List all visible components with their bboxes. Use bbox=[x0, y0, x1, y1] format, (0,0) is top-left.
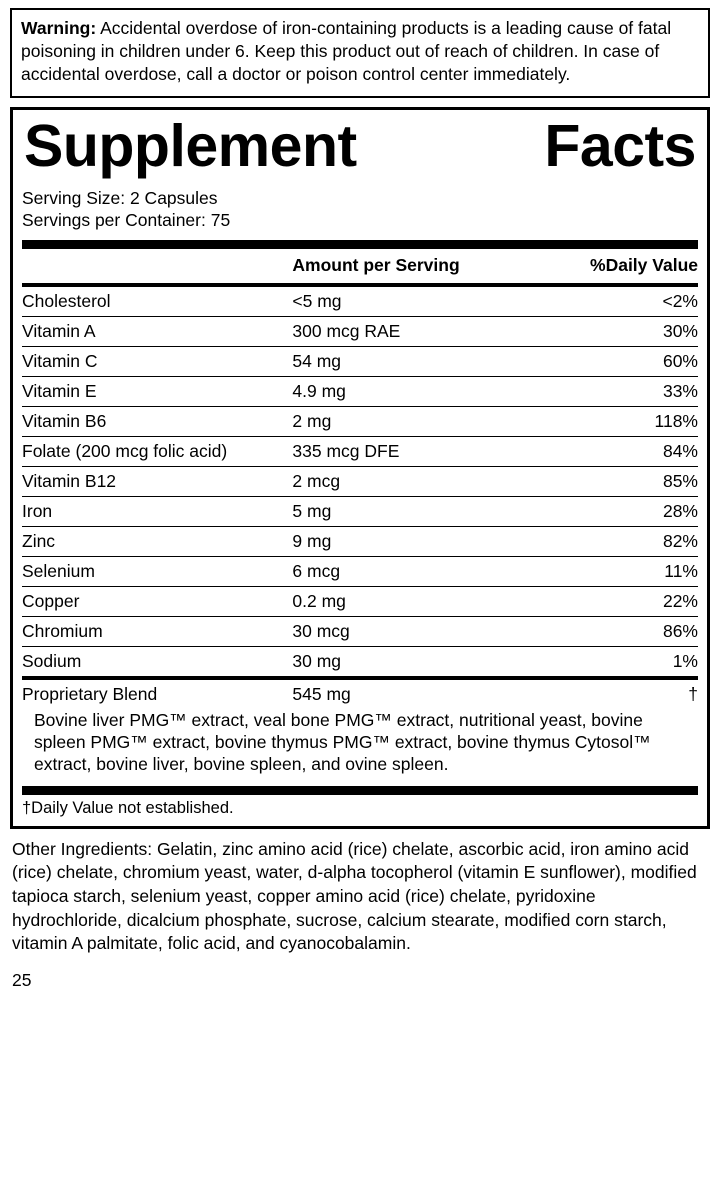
other-ingredients: Other Ingredients: Gelatin, zinc amino acid (rice) chelate, ascorbic acid, iron amino acid (rice) chelate, chromium yeast, water, d-alpha tocopherol (vitamin E sunflower), modified tapioca starch, selenium yeast, copper amino acid (rice) chelate, pyridoxine hydrochloride, dicalcium phosphate, sucrose, calcium stearate, modified corn starch, vitamin A palmitate, folic acid, and cyanocobalamin. bbox=[12, 838, 697, 954]
row-daily-value: 118% bbox=[549, 406, 698, 436]
panel-title-word-2: Facts bbox=[544, 113, 696, 180]
warning-box bbox=[10, 8, 710, 98]
row-amount: 30 mg bbox=[292, 646, 549, 678]
supplement-facts-panel bbox=[10, 107, 710, 829]
table-row bbox=[22, 586, 698, 616]
row-nutrient: Chromium bbox=[22, 616, 292, 646]
table-row bbox=[22, 346, 698, 376]
row-nutrient: Selenium bbox=[22, 556, 292, 586]
serving-size: Serving Size: 2 Capsules bbox=[22, 187, 218, 208]
panel-title-word-1: Supplement bbox=[24, 113, 357, 180]
panel-title bbox=[22, 113, 698, 180]
row-daily-value: 85% bbox=[549, 466, 698, 496]
row-nutrient: Folate (200 mcg folic acid) bbox=[22, 436, 292, 466]
row-nutrient: Vitamin B12 bbox=[22, 466, 292, 496]
row-amount: 9 mg bbox=[292, 526, 549, 556]
row-amount: 545 mg bbox=[292, 678, 549, 709]
row-daily-value: 11% bbox=[549, 556, 698, 586]
page-number: 25 bbox=[12, 969, 32, 990]
row-daily-value: † bbox=[549, 678, 698, 709]
servings-per-container: Servings per Container: 75 bbox=[22, 210, 231, 231]
row-nutrient: Vitamin E bbox=[22, 376, 292, 406]
row-nutrient: Vitamin B6 bbox=[22, 406, 292, 436]
table-row bbox=[22, 376, 698, 406]
row-nutrient: Proprietary Blend bbox=[22, 678, 292, 709]
warning-text: Accidental overdose of iron-containing products is a leading cause of fatal poisoning in children under 6. Keep this product out of reach of children. In case of accidental overdose, call a doctor or poison control center immediately. bbox=[21, 18, 672, 85]
table-row bbox=[22, 646, 698, 678]
nutrient-rows-table bbox=[22, 287, 698, 709]
table-row bbox=[22, 496, 698, 526]
table-row bbox=[22, 556, 698, 586]
row-amount: 30 mcg bbox=[292, 616, 549, 646]
row-nutrient: Cholesterol bbox=[22, 290, 111, 311]
row-nutrient: Sodium bbox=[22, 646, 292, 678]
warning-label: Warning: bbox=[21, 18, 97, 38]
nutrition-table bbox=[22, 249, 698, 283]
row-daily-value: 28% bbox=[549, 496, 698, 526]
table-row bbox=[22, 526, 698, 556]
row-daily-value: 86% bbox=[549, 616, 698, 646]
row-amount: <5 mg bbox=[292, 290, 342, 311]
row-nutrient: Vitamin A bbox=[22, 316, 292, 346]
row-amount: 0.2 mg bbox=[292, 586, 549, 616]
row-nutrient: Zinc bbox=[22, 526, 292, 556]
row-daily-value: 22% bbox=[549, 586, 698, 616]
proprietary-blend-description: Bovine liver PMG™ extract, veal bone PMG™ extract, nutritional yeast, bovine spleen PMG™ extract, bovine thymus PMG™ extract, bovine thymus Cytosol™ extract, bovine liver, bovine spleen, and ovine spleen. bbox=[34, 709, 651, 775]
row-amount: 54 mg bbox=[292, 346, 549, 376]
row-amount: 335 mcg DFE bbox=[292, 436, 549, 466]
row-daily-value: 30% bbox=[549, 316, 698, 346]
nutrient-rows-body bbox=[22, 287, 698, 709]
row-amount: 6 mcg bbox=[292, 556, 549, 586]
row-amount: 2 mcg bbox=[292, 466, 549, 496]
table-row bbox=[22, 436, 698, 466]
header-amount-per-serving: Amount per Serving bbox=[292, 254, 460, 275]
row-amount: 2 mg bbox=[292, 406, 549, 436]
table-row bbox=[22, 406, 698, 436]
row-amount: 4.9 mg bbox=[292, 376, 549, 406]
table-row bbox=[22, 466, 698, 496]
serving-info bbox=[22, 187, 698, 232]
row-daily-value: <2% bbox=[662, 290, 698, 311]
header-daily-value: %Daily Value bbox=[590, 254, 698, 275]
nutrition-table-header bbox=[22, 249, 698, 283]
row-nutrient: Iron bbox=[22, 496, 292, 526]
row-nutrient: Vitamin C bbox=[22, 346, 292, 376]
header-nutrient bbox=[22, 249, 292, 283]
row-amount: 5 mg bbox=[292, 496, 549, 526]
table-row bbox=[22, 316, 698, 346]
row-daily-value: 33% bbox=[549, 376, 698, 406]
daily-value-footnote: †Daily Value not established. bbox=[22, 798, 234, 817]
table-row bbox=[22, 616, 698, 646]
divider-thick-top bbox=[22, 240, 698, 249]
row-amount: 300 mcg RAE bbox=[292, 316, 549, 346]
table-header-row bbox=[22, 249, 698, 283]
row-daily-value: 60% bbox=[549, 346, 698, 376]
divider-thick-bottom bbox=[22, 786, 698, 795]
row-nutrient: Copper bbox=[22, 586, 292, 616]
row-daily-value: 1% bbox=[549, 646, 698, 678]
table-row-proprietary-blend bbox=[22, 678, 698, 709]
row-daily-value: 82% bbox=[549, 526, 698, 556]
table-row bbox=[22, 287, 698, 317]
row-daily-value: 84% bbox=[549, 436, 698, 466]
